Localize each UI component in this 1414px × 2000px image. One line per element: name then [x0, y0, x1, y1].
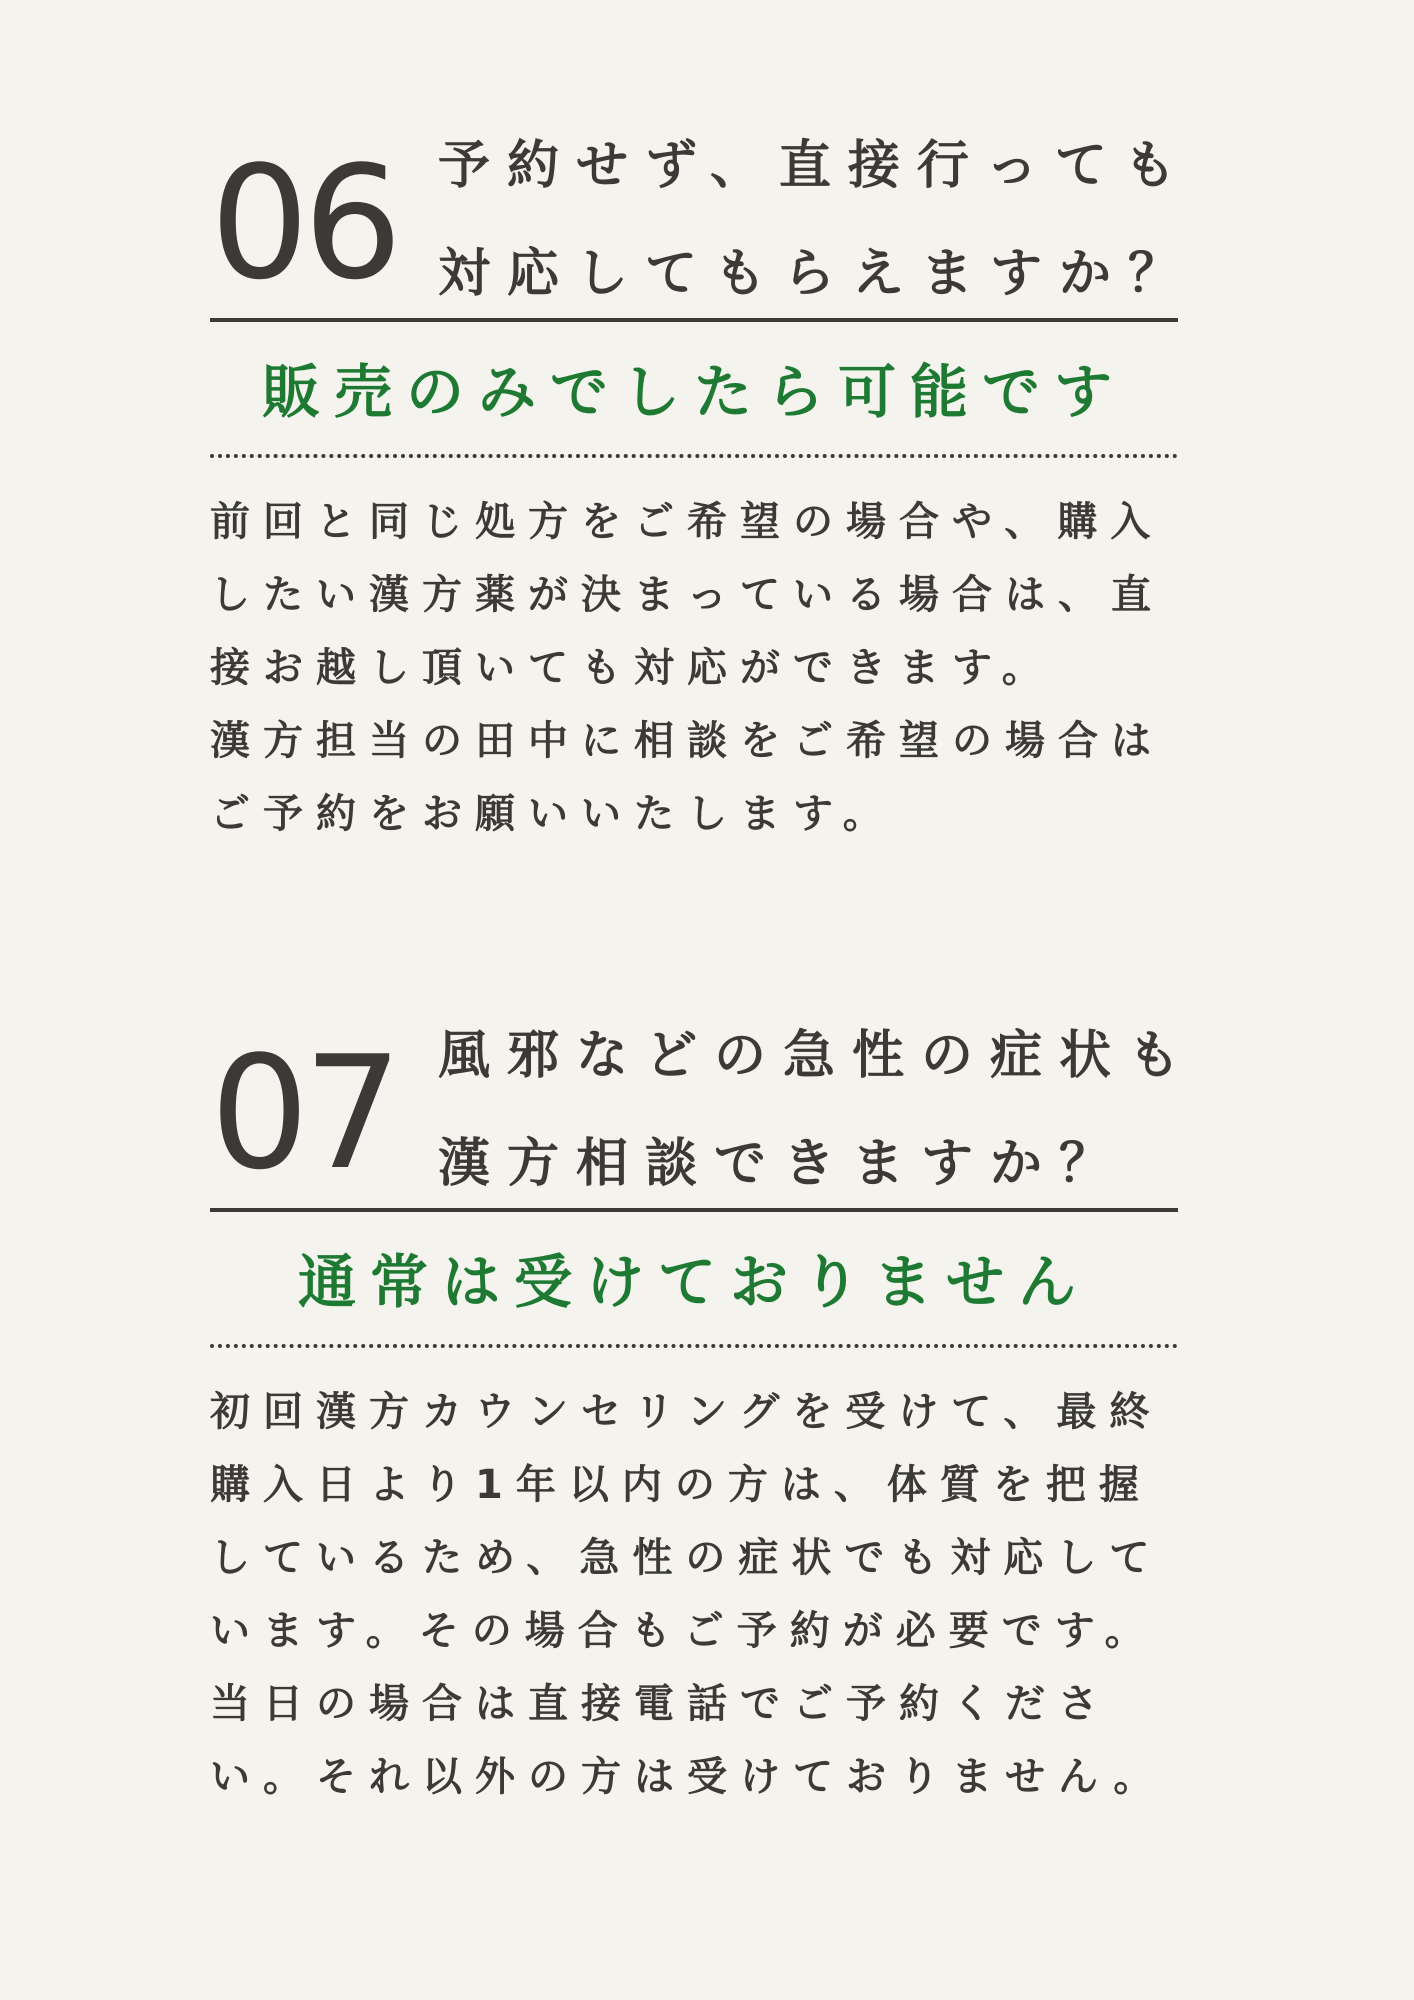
dotted-divider [210, 454, 1178, 458]
question-number: 06 [210, 132, 397, 314]
body-line: います。その場合もご予約が必要です。 [210, 1608, 1158, 1654]
body-line: 前回と同じ処方をご希望の場合や、購入 [210, 499, 1164, 545]
faq-item-06 [210, 130, 1198, 851]
body-line: 初回漢方カウンセリングを受けて、最終 [210, 1389, 1163, 1435]
dotted-divider [210, 1344, 1178, 1348]
question-text [438, 1002, 1197, 1218]
body-line: い。それ以外の方は受けておりません。 [210, 1754, 1167, 1800]
question-number: 07 [210, 1022, 397, 1204]
answer-headline: 販売のみでしたら可能です [261, 358, 1126, 426]
body-line: 接お越し頂いても対応ができます。 [210, 645, 1055, 691]
question-header [210, 1020, 1198, 1204]
question-header [210, 130, 1198, 314]
body-line: 漢方担当の田中に相談をご希望の場合は [210, 718, 1164, 764]
answer-body [210, 486, 1178, 851]
question-line: 対応してもらえますか？ [438, 244, 1198, 304]
question-line: 風邪などの急性の症状も [438, 1026, 1198, 1086]
answer-headline: 通常は受けておりません [297, 1248, 1090, 1316]
body-line: ご予約をお願いいたします。 [210, 791, 896, 837]
faq-item-07 [210, 1020, 1198, 1814]
body-line: しているため、急性の症状でも対応して [210, 1535, 1163, 1581]
body-line: 購入日より1年以内の方は、体質を把握 [210, 1462, 1152, 1508]
question-line: 漢方相談できますか？ [438, 1134, 1129, 1194]
question-text [438, 112, 1197, 328]
answer-body [210, 1376, 1178, 1814]
body-line: したい漢方薬が決まっている場合は、直 [210, 572, 1164, 618]
question-line: 予約せず、直接行っても [438, 136, 1193, 196]
body-line: 当日の場合は直接電話でご予約くださ [210, 1681, 1111, 1727]
